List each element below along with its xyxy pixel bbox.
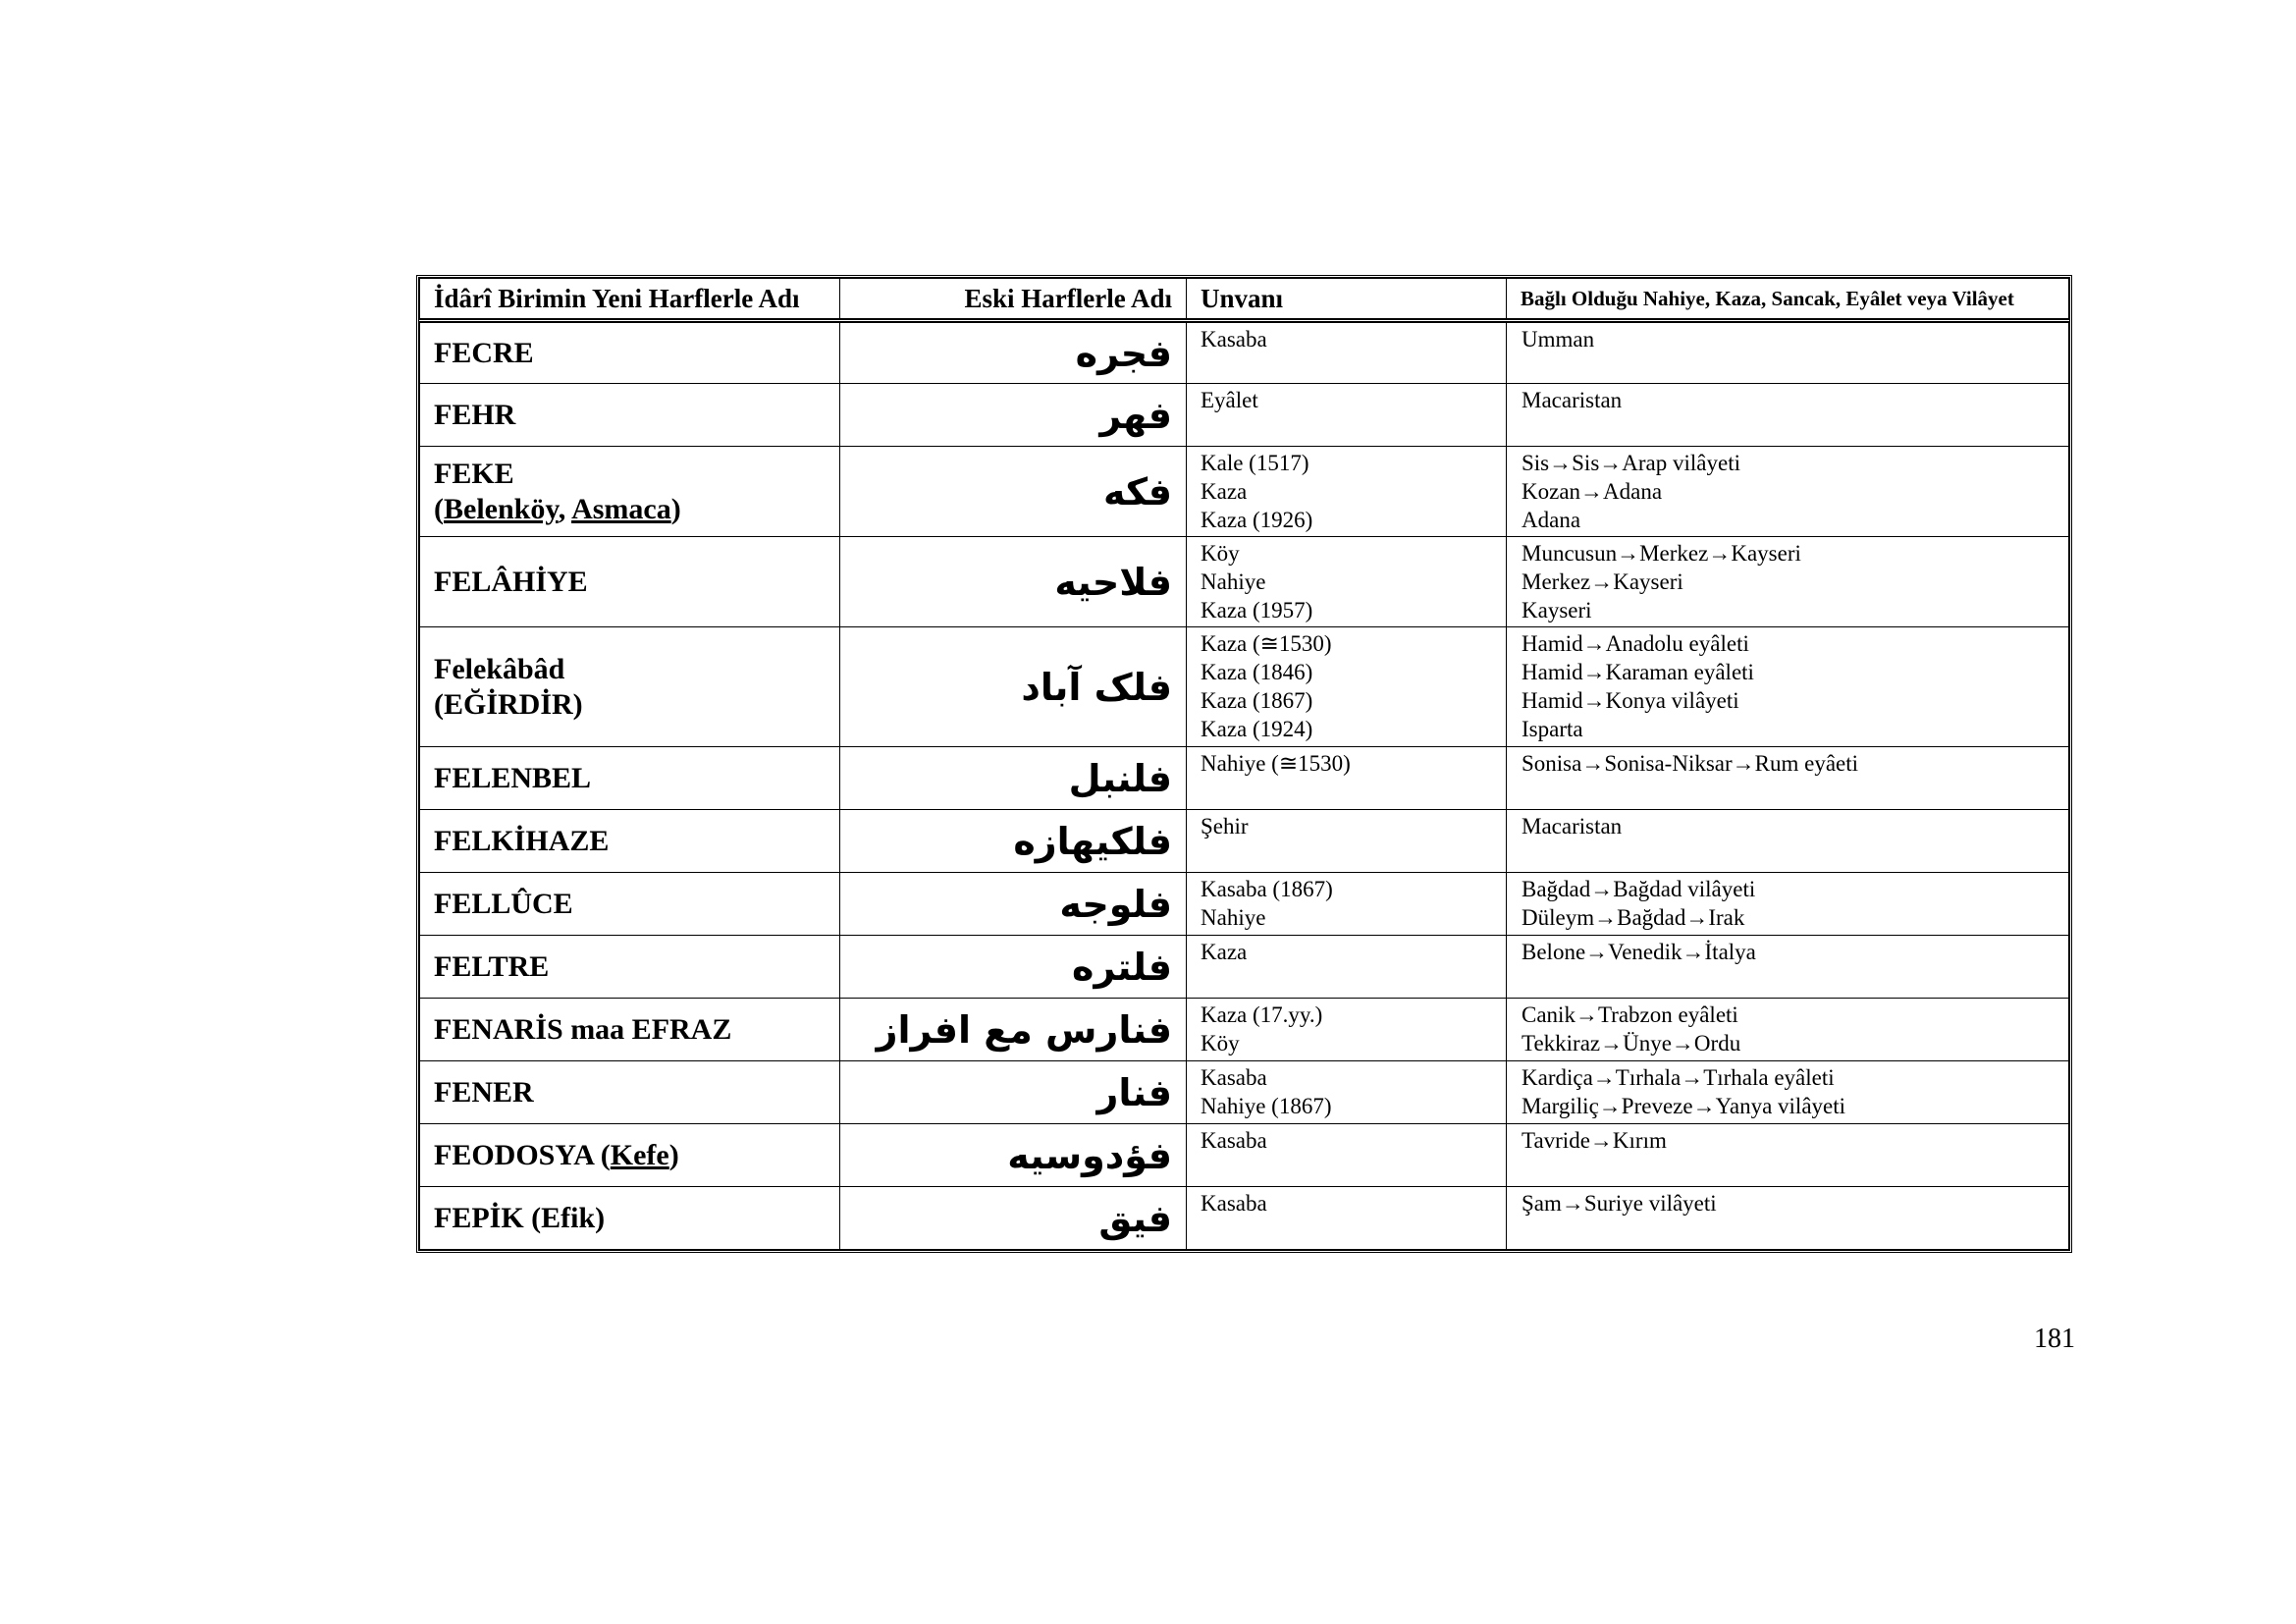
unit-parent: Hamid→Anadolu eyâleti Hamid→Karaman eyâleti Hamid→Konya vilâyeti Isparta <box>1507 627 2069 747</box>
header-title: Unvanı <box>1187 279 1507 321</box>
unit-old-name: فلتره <box>840 936 1187 999</box>
unit-parent: Belone→Venedik→İtalya <box>1507 936 2069 999</box>
unit-title: Kaza <box>1187 936 1507 999</box>
unit-name: FELENBEL <box>420 747 840 810</box>
unit-name: FELTRE <box>420 936 840 999</box>
unit-title: Kasaba <box>1187 1124 1507 1187</box>
unit-old-name: فهر <box>840 384 1187 447</box>
alt-name-link: Kefe <box>610 1138 669 1171</box>
unit-title: Şehir <box>1187 810 1507 873</box>
table-row <box>420 1187 2069 1250</box>
unit-title: Kale (1517) Kaza Kaza (1926) <box>1187 447 1507 537</box>
page-number: 181 <box>2034 1324 2075 1354</box>
unit-title: Kasaba <box>1187 321 1507 384</box>
unit-name: FEODOSYA (Kefe) <box>420 1124 840 1187</box>
header-new-name: İdârî Birimin Yeni Harflerle Adı <box>420 279 840 321</box>
table-frame <box>416 275 2072 1253</box>
unit-name: FELLÛCE <box>420 873 840 936</box>
table-row <box>420 384 2069 447</box>
table-row <box>420 999 2069 1061</box>
unit-old-name: فلكيهازه <box>840 810 1187 873</box>
unit-title: Kasaba (1867) Nahiye <box>1187 873 1507 936</box>
unit-name: FEPİK (Efik) <box>420 1187 840 1250</box>
unit-old-name: فلاحيه <box>840 537 1187 627</box>
unit-title: Eyâlet <box>1187 384 1507 447</box>
unit-parent: Sis→Sis→Arap vilâyeti Kozan→Adana Adana <box>1507 447 2069 537</box>
unit-title: Kasaba Nahiye (1867) <box>1187 1061 1507 1124</box>
unit-parent: Macaristan <box>1507 810 2069 873</box>
unit-name: FENER <box>420 1061 840 1124</box>
unit-old-name: فيق <box>840 1187 1187 1250</box>
unit-parent: Muncusun→Merkez→Kayseri Merkez→Kayseri Kayseri <box>1507 537 2069 627</box>
unit-name: FELÂHİYE <box>420 537 840 627</box>
unit-title: Nahiye (≅1530) <box>1187 747 1507 810</box>
unit-parent: Macaristan <box>1507 384 2069 447</box>
unit-parent: Bağdad→Bağdad vilâyeti Düleym→Bağdad→Irak <box>1507 873 2069 936</box>
unit-title: Kasaba <box>1187 1187 1507 1250</box>
header-parent: Bağlı Olduğu Nahiye, Kaza, Sancak, Eyâlet veya Vilâyet <box>1507 279 2069 321</box>
unit-name: Felekâbâd (EĞİRDİR) <box>420 627 840 747</box>
unit-parent: Kardiça→Tırhala→Tırhala eyâleti Margiliç→Preveze→Yanya vilâyeti <box>1507 1061 2069 1124</box>
admin-units-table <box>419 278 2069 1250</box>
unit-old-name: فلوجه <box>840 873 1187 936</box>
table-row <box>420 936 2069 999</box>
table-row <box>420 1124 2069 1187</box>
unit-title: Kaza (17.yy.) Köy <box>1187 999 1507 1061</box>
table-row <box>420 447 2069 537</box>
unit-parent: Tavride→Kırım <box>1507 1124 2069 1187</box>
table-row <box>420 747 2069 810</box>
table-row <box>420 627 2069 747</box>
unit-old-name: فؤدوسيه <box>840 1124 1187 1187</box>
unit-name: FENARİS maa EFRAZ <box>420 999 840 1061</box>
header-old-name: Eski Harflerle Adı <box>840 279 1187 321</box>
header-row <box>420 279 2069 321</box>
alt-name-link: Belenköy <box>444 492 559 525</box>
unit-name: FEKE (Belenköy, Asmaca) <box>420 447 840 537</box>
table-row <box>420 321 2069 384</box>
unit-name: FECRE <box>420 321 840 384</box>
unit-old-name: فلک آباد <box>840 627 1187 747</box>
table-row <box>420 537 2069 627</box>
unit-title: Köy Nahiye Kaza (1957) <box>1187 537 1507 627</box>
unit-parent: Umman <box>1507 321 2069 384</box>
unit-old-name: فنارس مع افراز <box>840 999 1187 1061</box>
unit-parent: Şam→Suriye vilâyeti <box>1507 1187 2069 1250</box>
alt-name-link: Asmaca <box>571 492 671 525</box>
table-row <box>420 873 2069 936</box>
unit-old-name: فكه <box>840 447 1187 537</box>
unit-title: Kaza (≅1530) Kaza (1846) Kaza (1867) Kaza (1924) <box>1187 627 1507 747</box>
unit-name: FEHR <box>420 384 840 447</box>
table-row <box>420 1061 2069 1124</box>
table-row <box>420 810 2069 873</box>
unit-old-name: فجره <box>840 321 1187 384</box>
unit-old-name: فنار <box>840 1061 1187 1124</box>
unit-parent: Sonisa→Sonisa-Niksar→Rum eyâeti <box>1507 747 2069 810</box>
unit-name: FELKİHAZE <box>420 810 840 873</box>
unit-parent: Canik→Trabzon eyâleti Tekkiraz→Ünye→Ordu <box>1507 999 2069 1061</box>
unit-old-name: فلنبل <box>840 747 1187 810</box>
